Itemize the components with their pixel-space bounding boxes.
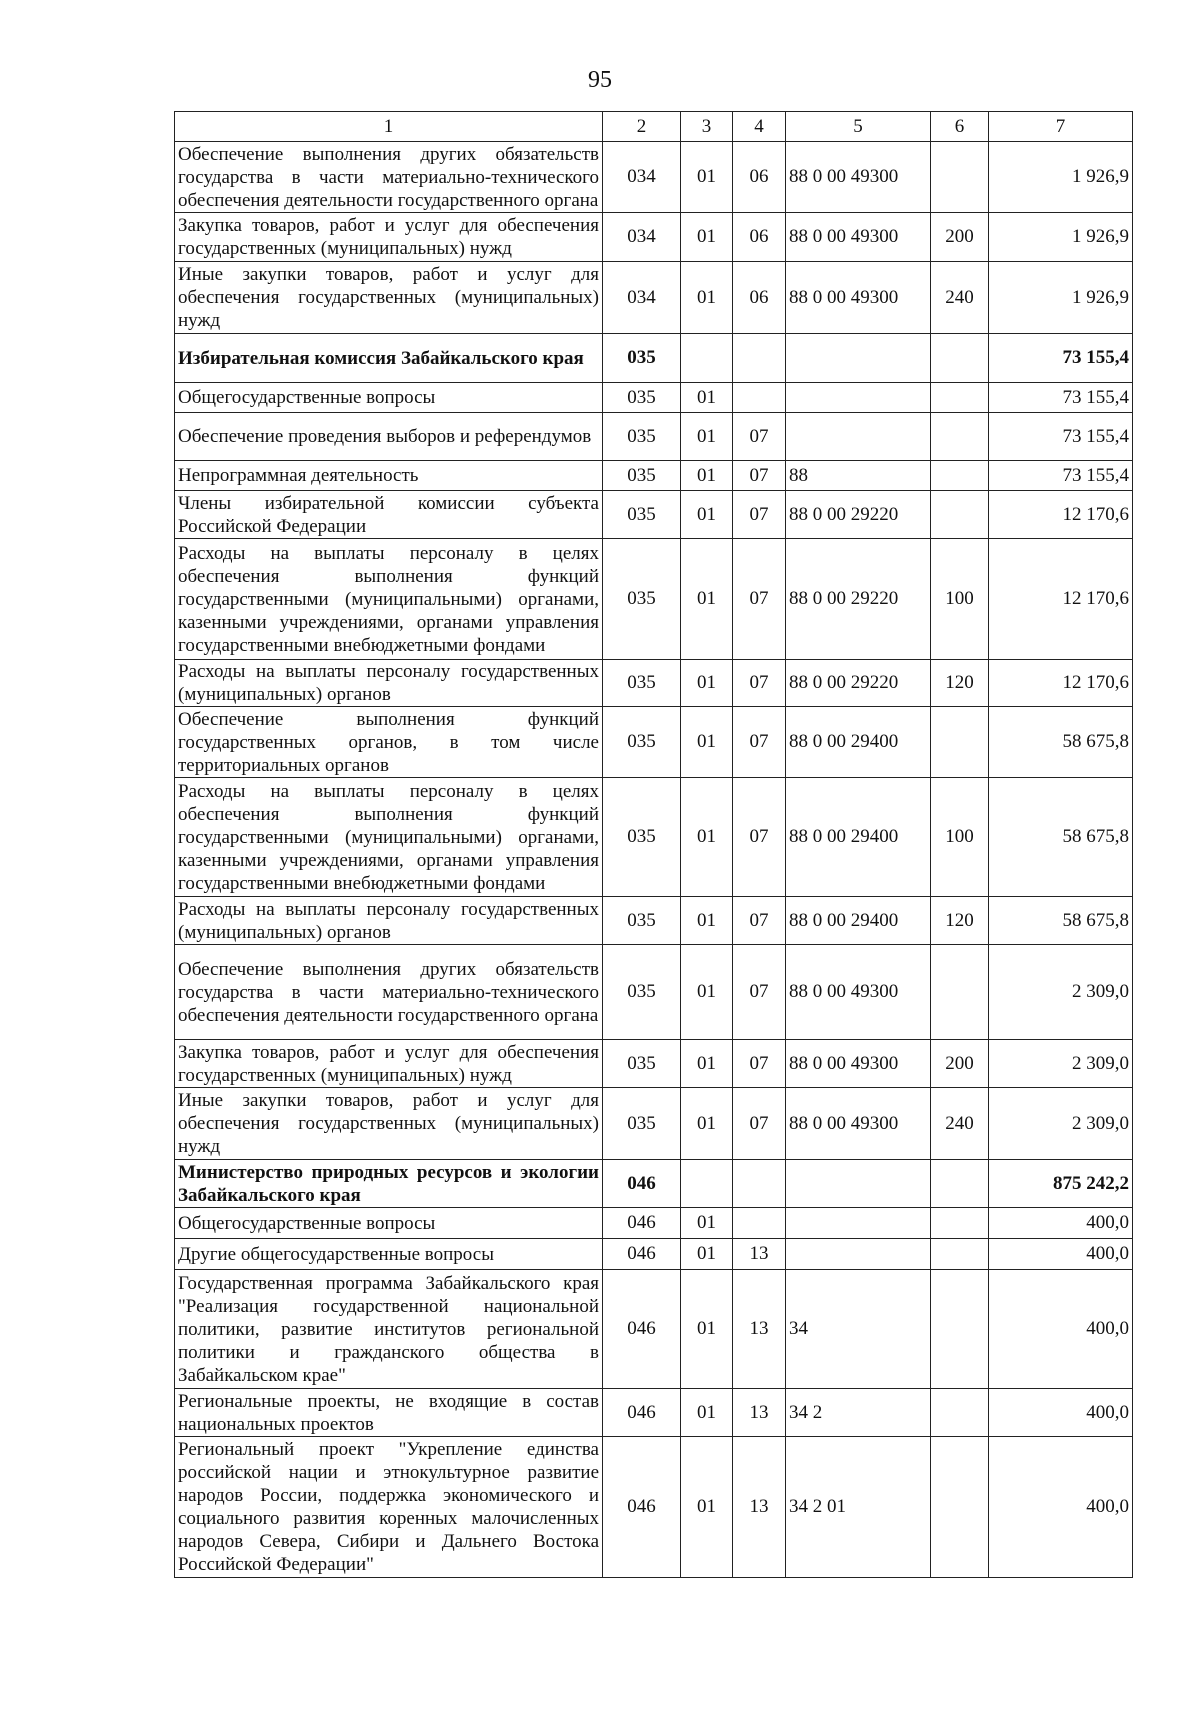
row-admin-code-cell: 035 <box>603 1040 681 1088</box>
page-number: 95 <box>588 67 612 93</box>
header-col-6: 6 <box>931 112 989 142</box>
row-subsection-cell: 07 <box>733 1088 786 1160</box>
row-amount-cell: 73 155,4 <box>989 461 1133 491</box>
row-section-cell: 01 <box>681 778 733 897</box>
row-admin-code-cell: 034 <box>603 262 681 334</box>
row-section-cell: 01 <box>681 707 733 778</box>
row-section-cell: 01 <box>681 1437 733 1578</box>
table-row <box>175 461 1133 491</box>
row-expense-type-cell <box>931 945 989 1040</box>
row-amount-cell: 1 926,9 <box>989 213 1133 262</box>
row-subsection-cell: 06 <box>733 213 786 262</box>
row-section-cell: 01 <box>681 1270 733 1389</box>
row-admin-code-cell: 035 <box>603 897 681 945</box>
row-target-article-cell <box>786 1208 931 1239</box>
row-name-cell: Министерство природных ресурсов и экологии Забайкальского края <box>175 1160 603 1208</box>
row-expense-type-cell <box>931 142 989 213</box>
row-subsection-cell: 07 <box>733 1040 786 1088</box>
row-section-cell: 01 <box>681 461 733 491</box>
row-section-cell: 01 <box>681 1208 733 1239</box>
row-name-cell: Другие общегосударственные вопросы <box>175 1239 603 1270</box>
row-target-article-cell: 88 0 00 29400 <box>786 897 931 945</box>
row-name-cell: Расходы на выплаты персоналу в целях обеспечения выполнения функций государственными (муниципальными) органами, казенными учреждениями, органами управления государственными внебюджетными фондами <box>175 539 603 660</box>
row-section-cell: 01 <box>681 1389 733 1437</box>
row-subsection-cell: 13 <box>733 1239 786 1270</box>
row-amount-cell: 58 675,8 <box>989 778 1133 897</box>
row-target-article-cell: 88 0 00 49300 <box>786 945 931 1040</box>
row-subsection-cell: 07 <box>733 778 786 897</box>
table-row <box>175 1208 1133 1239</box>
row-admin-code-cell: 034 <box>603 213 681 262</box>
row-admin-code-cell: 035 <box>603 539 681 660</box>
table-row <box>175 413 1133 461</box>
row-section-cell: 01 <box>681 1088 733 1160</box>
row-amount-cell: 400,0 <box>989 1270 1133 1389</box>
row-subsection-cell: 13 <box>733 1437 786 1578</box>
row-name-cell: Расходы на выплаты персоналу в целях обеспечения выполнения функций государственными (муниципальными) органами, казенными учреждениями, органами управления государственными внебюджетными фондами <box>175 778 603 897</box>
row-section-cell: 01 <box>681 945 733 1040</box>
row-amount-cell: 73 155,4 <box>989 334 1133 383</box>
row-subsection-cell <box>733 1160 786 1208</box>
row-target-article-cell: 88 0 00 49300 <box>786 262 931 334</box>
row-section-cell: 01 <box>681 413 733 461</box>
row-section-cell: 01 <box>681 262 733 334</box>
row-amount-cell: 73 155,4 <box>989 383 1133 413</box>
row-subsection-cell: 13 <box>733 1389 786 1437</box>
table-row <box>175 383 1133 413</box>
row-expense-type-cell: 240 <box>931 1088 989 1160</box>
row-name-cell: Региональные проекты, не входящие в состав национальных проектов <box>175 1389 603 1437</box>
header-col-4: 4 <box>733 112 786 142</box>
row-target-article-cell: 34 <box>786 1270 931 1389</box>
row-section-cell <box>681 334 733 383</box>
row-target-article-cell: 88 0 00 29220 <box>786 491 931 539</box>
row-amount-cell: 12 170,6 <box>989 660 1133 707</box>
table-row <box>175 1040 1133 1088</box>
row-target-article-cell: 88 <box>786 461 931 491</box>
row-amount-cell: 58 675,8 <box>989 707 1133 778</box>
row-amount-cell: 2 309,0 <box>989 1088 1133 1160</box>
header-col-1: 1 <box>175 112 603 142</box>
table-row <box>175 262 1133 334</box>
header-col-5: 5 <box>786 112 931 142</box>
table-row <box>175 142 1133 213</box>
row-amount-cell: 1 926,9 <box>989 142 1133 213</box>
row-target-article-cell: 88 0 00 29220 <box>786 539 931 660</box>
row-section-cell: 01 <box>681 660 733 707</box>
row-subsection-cell: 07 <box>733 539 786 660</box>
row-name-cell: Члены избирательной комиссии субъекта Российской Федерации <box>175 491 603 539</box>
row-section-cell: 01 <box>681 491 733 539</box>
row-expense-type-cell: 120 <box>931 897 989 945</box>
row-expense-type-cell <box>931 1437 989 1578</box>
row-admin-code-cell: 046 <box>603 1389 681 1437</box>
row-amount-cell: 400,0 <box>989 1239 1133 1270</box>
row-expense-type-cell: 120 <box>931 660 989 707</box>
row-subsection-cell: 07 <box>733 945 786 1040</box>
row-name-cell: Закупка товаров, работ и услуг для обеспечения государственных (муниципальных) нужд <box>175 1040 603 1088</box>
header-col-7: 7 <box>989 112 1133 142</box>
row-amount-cell: 12 170,6 <box>989 491 1133 539</box>
row-subsection-cell: 07 <box>733 461 786 491</box>
budget-table <box>174 111 1133 1578</box>
row-target-article-cell <box>786 413 931 461</box>
row-amount-cell: 875 242,2 <box>989 1160 1133 1208</box>
table-row <box>175 1160 1133 1208</box>
row-expense-type-cell <box>931 334 989 383</box>
row-subsection-cell: 07 <box>733 897 786 945</box>
row-subsection-cell <box>733 1208 786 1239</box>
row-subsection-cell: 06 <box>733 262 786 334</box>
row-admin-code-cell: 034 <box>603 142 681 213</box>
row-admin-code-cell: 035 <box>603 778 681 897</box>
row-name-cell: Обеспечение проведения выборов и референдумов <box>175 413 603 461</box>
table-row <box>175 897 1133 945</box>
row-amount-cell: 400,0 <box>989 1208 1133 1239</box>
row-section-cell: 01 <box>681 142 733 213</box>
row-target-article-cell: 34 2 <box>786 1389 931 1437</box>
row-expense-type-cell <box>931 461 989 491</box>
row-expense-type-cell: 200 <box>931 1040 989 1088</box>
row-target-article-cell: 88 0 00 29400 <box>786 778 931 897</box>
row-admin-code-cell: 046 <box>603 1437 681 1578</box>
row-expense-type-cell <box>931 413 989 461</box>
row-expense-type-cell: 200 <box>931 213 989 262</box>
table-row <box>175 1389 1133 1437</box>
row-amount-cell: 2 309,0 <box>989 945 1133 1040</box>
row-subsection-cell: 13 <box>733 1270 786 1389</box>
row-target-article-cell: 88 0 00 29220 <box>786 660 931 707</box>
row-expense-type-cell: 100 <box>931 539 989 660</box>
row-name-cell: Иные закупки товаров, работ и услуг для обеспечения государственных (муниципальных) нужд <box>175 1088 603 1160</box>
row-amount-cell: 400,0 <box>989 1389 1133 1437</box>
row-section-cell: 01 <box>681 1239 733 1270</box>
row-expense-type-cell <box>931 1208 989 1239</box>
row-admin-code-cell: 046 <box>603 1270 681 1389</box>
row-target-article-cell: 34 2 01 <box>786 1437 931 1578</box>
row-subsection-cell: 07 <box>733 491 786 539</box>
row-amount-cell: 1 926,9 <box>989 262 1133 334</box>
table-row <box>175 334 1133 383</box>
row-admin-code-cell: 035 <box>603 461 681 491</box>
row-section-cell: 01 <box>681 1040 733 1088</box>
table-row <box>175 707 1133 778</box>
row-target-article-cell: 88 0 00 49300 <box>786 1040 931 1088</box>
row-subsection-cell <box>733 334 786 383</box>
row-expense-type-cell <box>931 1239 989 1270</box>
row-name-cell: Иные закупки товаров, работ и услуг для обеспечения государственных (муниципальных) нужд <box>175 262 603 334</box>
row-admin-code-cell: 035 <box>603 945 681 1040</box>
row-admin-code-cell: 046 <box>603 1160 681 1208</box>
row-section-cell <box>681 1160 733 1208</box>
row-name-cell: Обеспечение выполнения других обязательств государства в части материально-технического обеспечения деятельности государственного органа <box>175 142 603 213</box>
row-name-cell: Обеспечение выполнения функций государственных органов, в том числе территориальных органов <box>175 707 603 778</box>
table-row <box>175 1088 1133 1160</box>
row-target-article-cell <box>786 1239 931 1270</box>
row-admin-code-cell: 035 <box>603 413 681 461</box>
row-name-cell: Расходы на выплаты персоналу государственных (муниципальных) органов <box>175 660 603 707</box>
table-row <box>175 539 1133 660</box>
row-name-cell: Региональный проект "Укрепление единства российской нации и этнокультурное развитие народов России, поддержка экономического и социального развития коренных малочисленных народов Севера, Сибири и Дальнего Востока Российской Федерации" <box>175 1437 603 1578</box>
row-name-cell: Расходы на выплаты персоналу государственных (муниципальных) органов <box>175 897 603 945</box>
row-admin-code-cell: 046 <box>603 1208 681 1239</box>
row-expense-type-cell <box>931 383 989 413</box>
row-target-article-cell <box>786 1160 931 1208</box>
table-row <box>175 1270 1133 1389</box>
row-subsection-cell: 06 <box>733 142 786 213</box>
table-row <box>175 945 1133 1040</box>
row-expense-type-cell <box>931 491 989 539</box>
row-amount-cell: 2 309,0 <box>989 1040 1133 1088</box>
row-name-cell: Общегосударственные вопросы <box>175 383 603 413</box>
row-section-cell: 01 <box>681 383 733 413</box>
row-expense-type-cell: 100 <box>931 778 989 897</box>
row-target-article-cell <box>786 334 931 383</box>
row-target-article-cell <box>786 383 931 413</box>
table-row <box>175 660 1133 707</box>
table-row <box>175 1239 1133 1270</box>
table-header-row <box>175 112 1133 142</box>
row-admin-code-cell: 035 <box>603 334 681 383</box>
row-admin-code-cell: 035 <box>603 491 681 539</box>
row-section-cell: 01 <box>681 539 733 660</box>
row-subsection-cell <box>733 383 786 413</box>
row-subsection-cell: 07 <box>733 413 786 461</box>
row-subsection-cell: 07 <box>733 660 786 707</box>
row-expense-type-cell: 240 <box>931 262 989 334</box>
row-admin-code-cell: 035 <box>603 660 681 707</box>
row-admin-code-cell: 035 <box>603 1088 681 1160</box>
row-expense-type-cell <box>931 1160 989 1208</box>
row-name-cell: Государственная программа Забайкальского края "Реализация государственной национальной политики, развитие институтов региональной политики и гражданского общества в Забайкальском крае" <box>175 1270 603 1389</box>
row-admin-code-cell: 035 <box>603 383 681 413</box>
row-name-cell: Закупка товаров, работ и услуг для обеспечения государственных (муниципальных) нужд <box>175 213 603 262</box>
row-admin-code-cell: 035 <box>603 707 681 778</box>
table-row <box>175 1437 1133 1578</box>
header-col-3: 3 <box>681 112 733 142</box>
row-name-cell: Общегосударственные вопросы <box>175 1208 603 1239</box>
row-amount-cell: 400,0 <box>989 1437 1133 1578</box>
row-target-article-cell: 88 0 00 49300 <box>786 142 931 213</box>
row-subsection-cell: 07 <box>733 707 786 778</box>
header-col-2: 2 <box>603 112 681 142</box>
row-name-cell: Непрограммная деятельность <box>175 461 603 491</box>
row-amount-cell: 12 170,6 <box>989 539 1133 660</box>
table-row <box>175 491 1133 539</box>
row-target-article-cell: 88 0 00 49300 <box>786 1088 931 1160</box>
row-admin-code-cell: 046 <box>603 1239 681 1270</box>
row-expense-type-cell <box>931 1270 989 1389</box>
row-expense-type-cell <box>931 1389 989 1437</box>
row-amount-cell: 73 155,4 <box>989 413 1133 461</box>
row-section-cell: 01 <box>681 213 733 262</box>
row-target-article-cell: 88 0 00 29400 <box>786 707 931 778</box>
table-row <box>175 213 1133 262</box>
row-amount-cell: 58 675,8 <box>989 897 1133 945</box>
row-section-cell: 01 <box>681 897 733 945</box>
row-expense-type-cell <box>931 707 989 778</box>
row-name-cell: Обеспечение выполнения других обязательств государства в части материально-технического обеспечения деятельности государственного органа <box>175 945 603 1040</box>
row-target-article-cell: 88 0 00 49300 <box>786 213 931 262</box>
table-row <box>175 778 1133 897</box>
row-name-cell: Избирательная комиссия Забайкальского края <box>175 334 603 383</box>
